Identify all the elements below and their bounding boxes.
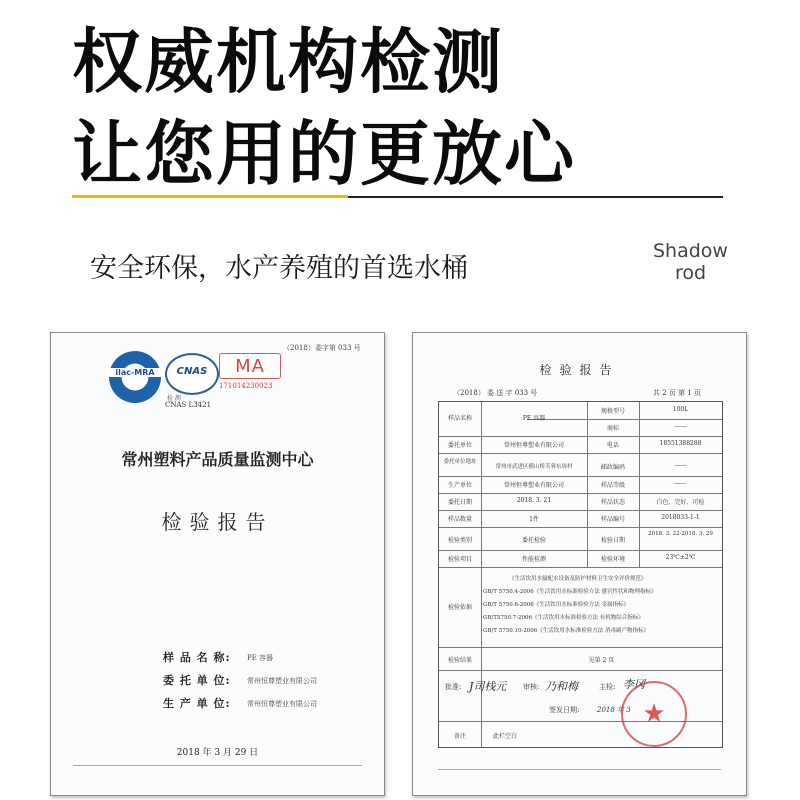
table-row-key: 检验环境: [600, 556, 625, 563]
detail-page-count: 共 2 页 第 1 页: [653, 389, 702, 397]
cnas-logo: [165, 353, 219, 395]
table-row-value: ------: [674, 480, 687, 487]
sample-name-value: PE 容器: [247, 654, 274, 662]
manufacturer-value: 常州恒尊塑业有限公司: [247, 700, 317, 708]
table-row-value: 白色、完好、可检: [656, 499, 705, 506]
table-row-value: 常州恒尊塑业有限公司: [503, 482, 564, 489]
table-row-value: 2018. 3. 22-2018. 3. 29: [648, 531, 713, 537]
cover-report-title: 检验报告: [161, 510, 274, 534]
approve-label: 批准:: [445, 683, 462, 691]
table-row-value: 性能检测: [521, 556, 546, 563]
cnas-logo-text: CNAS: [176, 366, 208, 377]
manufacturer-label: 生 产 单 位:: [163, 697, 231, 710]
cma-logo: [219, 353, 281, 379]
table-row-value: 2018033-1-1: [661, 514, 700, 521]
remark-label: 备注: [453, 733, 466, 740]
table-row-key: 委托日期: [447, 499, 472, 506]
cover-ref-number: （2018）委字第 033 号: [283, 344, 361, 352]
accent-rule: [72, 195, 348, 198]
approve-signature: J司栈元: [469, 680, 507, 693]
report-cover-document: [50, 332, 385, 796]
table-row-key: 商标: [606, 425, 619, 432]
basis-label: 检验依据: [447, 604, 472, 611]
detail-footer-rule: [438, 769, 721, 770]
client-value: 常州恒尊塑业有限公司: [247, 677, 317, 685]
table-row-key: 样品等级: [600, 482, 625, 489]
basis-line: GB/T 5750.4-2006《生活饮用水标准检验方法 感官性状和物理指标》: [483, 589, 657, 595]
table-row-key: 检验日期: [600, 537, 625, 544]
table-row-value: ------: [674, 462, 687, 469]
divider-rule: [348, 196, 723, 198]
sample-name-label: 样 品 名 称:: [163, 651, 231, 664]
watermark-line-2: rod: [674, 262, 707, 284]
official-seal-stamp: [621, 681, 687, 747]
cma-logo-text: MA: [235, 356, 265, 377]
table-row-key: 委托单位地址: [443, 459, 477, 465]
test-signature: 李冈: [623, 678, 645, 691]
cover-date: 2018 年 3 月 29 日: [176, 748, 259, 758]
table-row-key: 规格型号: [600, 408, 625, 415]
watermark-line-1: Shadow: [653, 240, 728, 262]
basis-line: 《生活饮用水输配水设备及防护材料卫生安全评价规范》: [509, 576, 647, 582]
seal-star-icon: ★: [642, 699, 666, 729]
client-label: 委 托 单 位:: [163, 674, 231, 687]
basis-line: GB/T 5750.6-2006《生活饮用水标准检验方法 金属指标》: [483, 602, 630, 608]
table-row-value: PE 容器: [522, 415, 546, 422]
test-label: 主检:: [599, 683, 616, 691]
table-row-key: 样品编号: [600, 516, 625, 523]
report-detail-document: [412, 332, 747, 796]
conclusion-label: 检验结果: [447, 657, 472, 664]
cma-number: 171014230023: [219, 382, 273, 390]
testing-center-name: 常州塑料产品质量监测中心: [121, 450, 314, 469]
table-row-value: 100L: [672, 406, 689, 413]
table-row-key: 检验类别: [447, 537, 472, 544]
brand-watermark: [648, 240, 733, 284]
remark-value: 此栏空白: [493, 733, 518, 740]
table-row-value: 2018. 3. 21: [516, 497, 552, 504]
table-row-value: 23℃±2℃: [665, 554, 696, 561]
basis-line: GB/T 5750.10-2006《生活饮用水标准检验方法 消毒副产物指标》: [483, 628, 650, 634]
detail-ref-number: （2018） 委 送 字 033 号: [453, 389, 538, 397]
cnas-number: CNAS L3421: [165, 401, 212, 409]
table-row-value: 委托检验: [521, 537, 546, 544]
table-row-key: 样品名称: [447, 415, 472, 422]
cover-footer-rule: [73, 765, 362, 766]
table-row-key: 检验项目: [447, 556, 472, 563]
issue-date-value: 2018 年 3: [597, 706, 631, 714]
table-row-key: 电话: [606, 442, 619, 449]
review-signature: 乃和梅: [545, 680, 578, 693]
table-row-key: 样品数量: [447, 516, 472, 523]
ilac-logo-text: ilac-MRA: [106, 368, 164, 377]
table-row-value: 常州恒尊塑业有限公司: [503, 442, 564, 449]
table-row-value: 1件: [529, 516, 539, 523]
table-row-value: 常州市武进区横山桥芙蓉东周村: [495, 464, 573, 470]
review-label: 审核:: [523, 683, 540, 691]
basis-line: GB/T5750.7-2006《生活饮用水标准检验方法 有机物综合指标》: [483, 615, 644, 621]
table-row-key: 样品状态: [600, 499, 625, 506]
ilac-mra-logo: [109, 351, 161, 403]
cnas-sub-label: 检 测: [167, 395, 181, 402]
table-row-key: 邮政编码: [600, 464, 625, 471]
table-row-key: 生产单位: [447, 482, 472, 489]
subtitle: 安全环保，水产养殖的首选水桶: [90, 253, 468, 284]
issue-date-label: 签发日期:: [549, 706, 580, 714]
headline-line-2: 让您用的更放心: [72, 113, 576, 195]
table-row-value: ------: [674, 423, 687, 430]
conclusion-value: 见第 2 页: [588, 657, 615, 664]
headline-line-1: 权威机构检测: [72, 21, 504, 103]
table-row-value: 18551388288: [659, 440, 702, 447]
table-row-key: 委托单位: [447, 442, 472, 449]
detail-report-title: 检验报告: [539, 363, 620, 377]
